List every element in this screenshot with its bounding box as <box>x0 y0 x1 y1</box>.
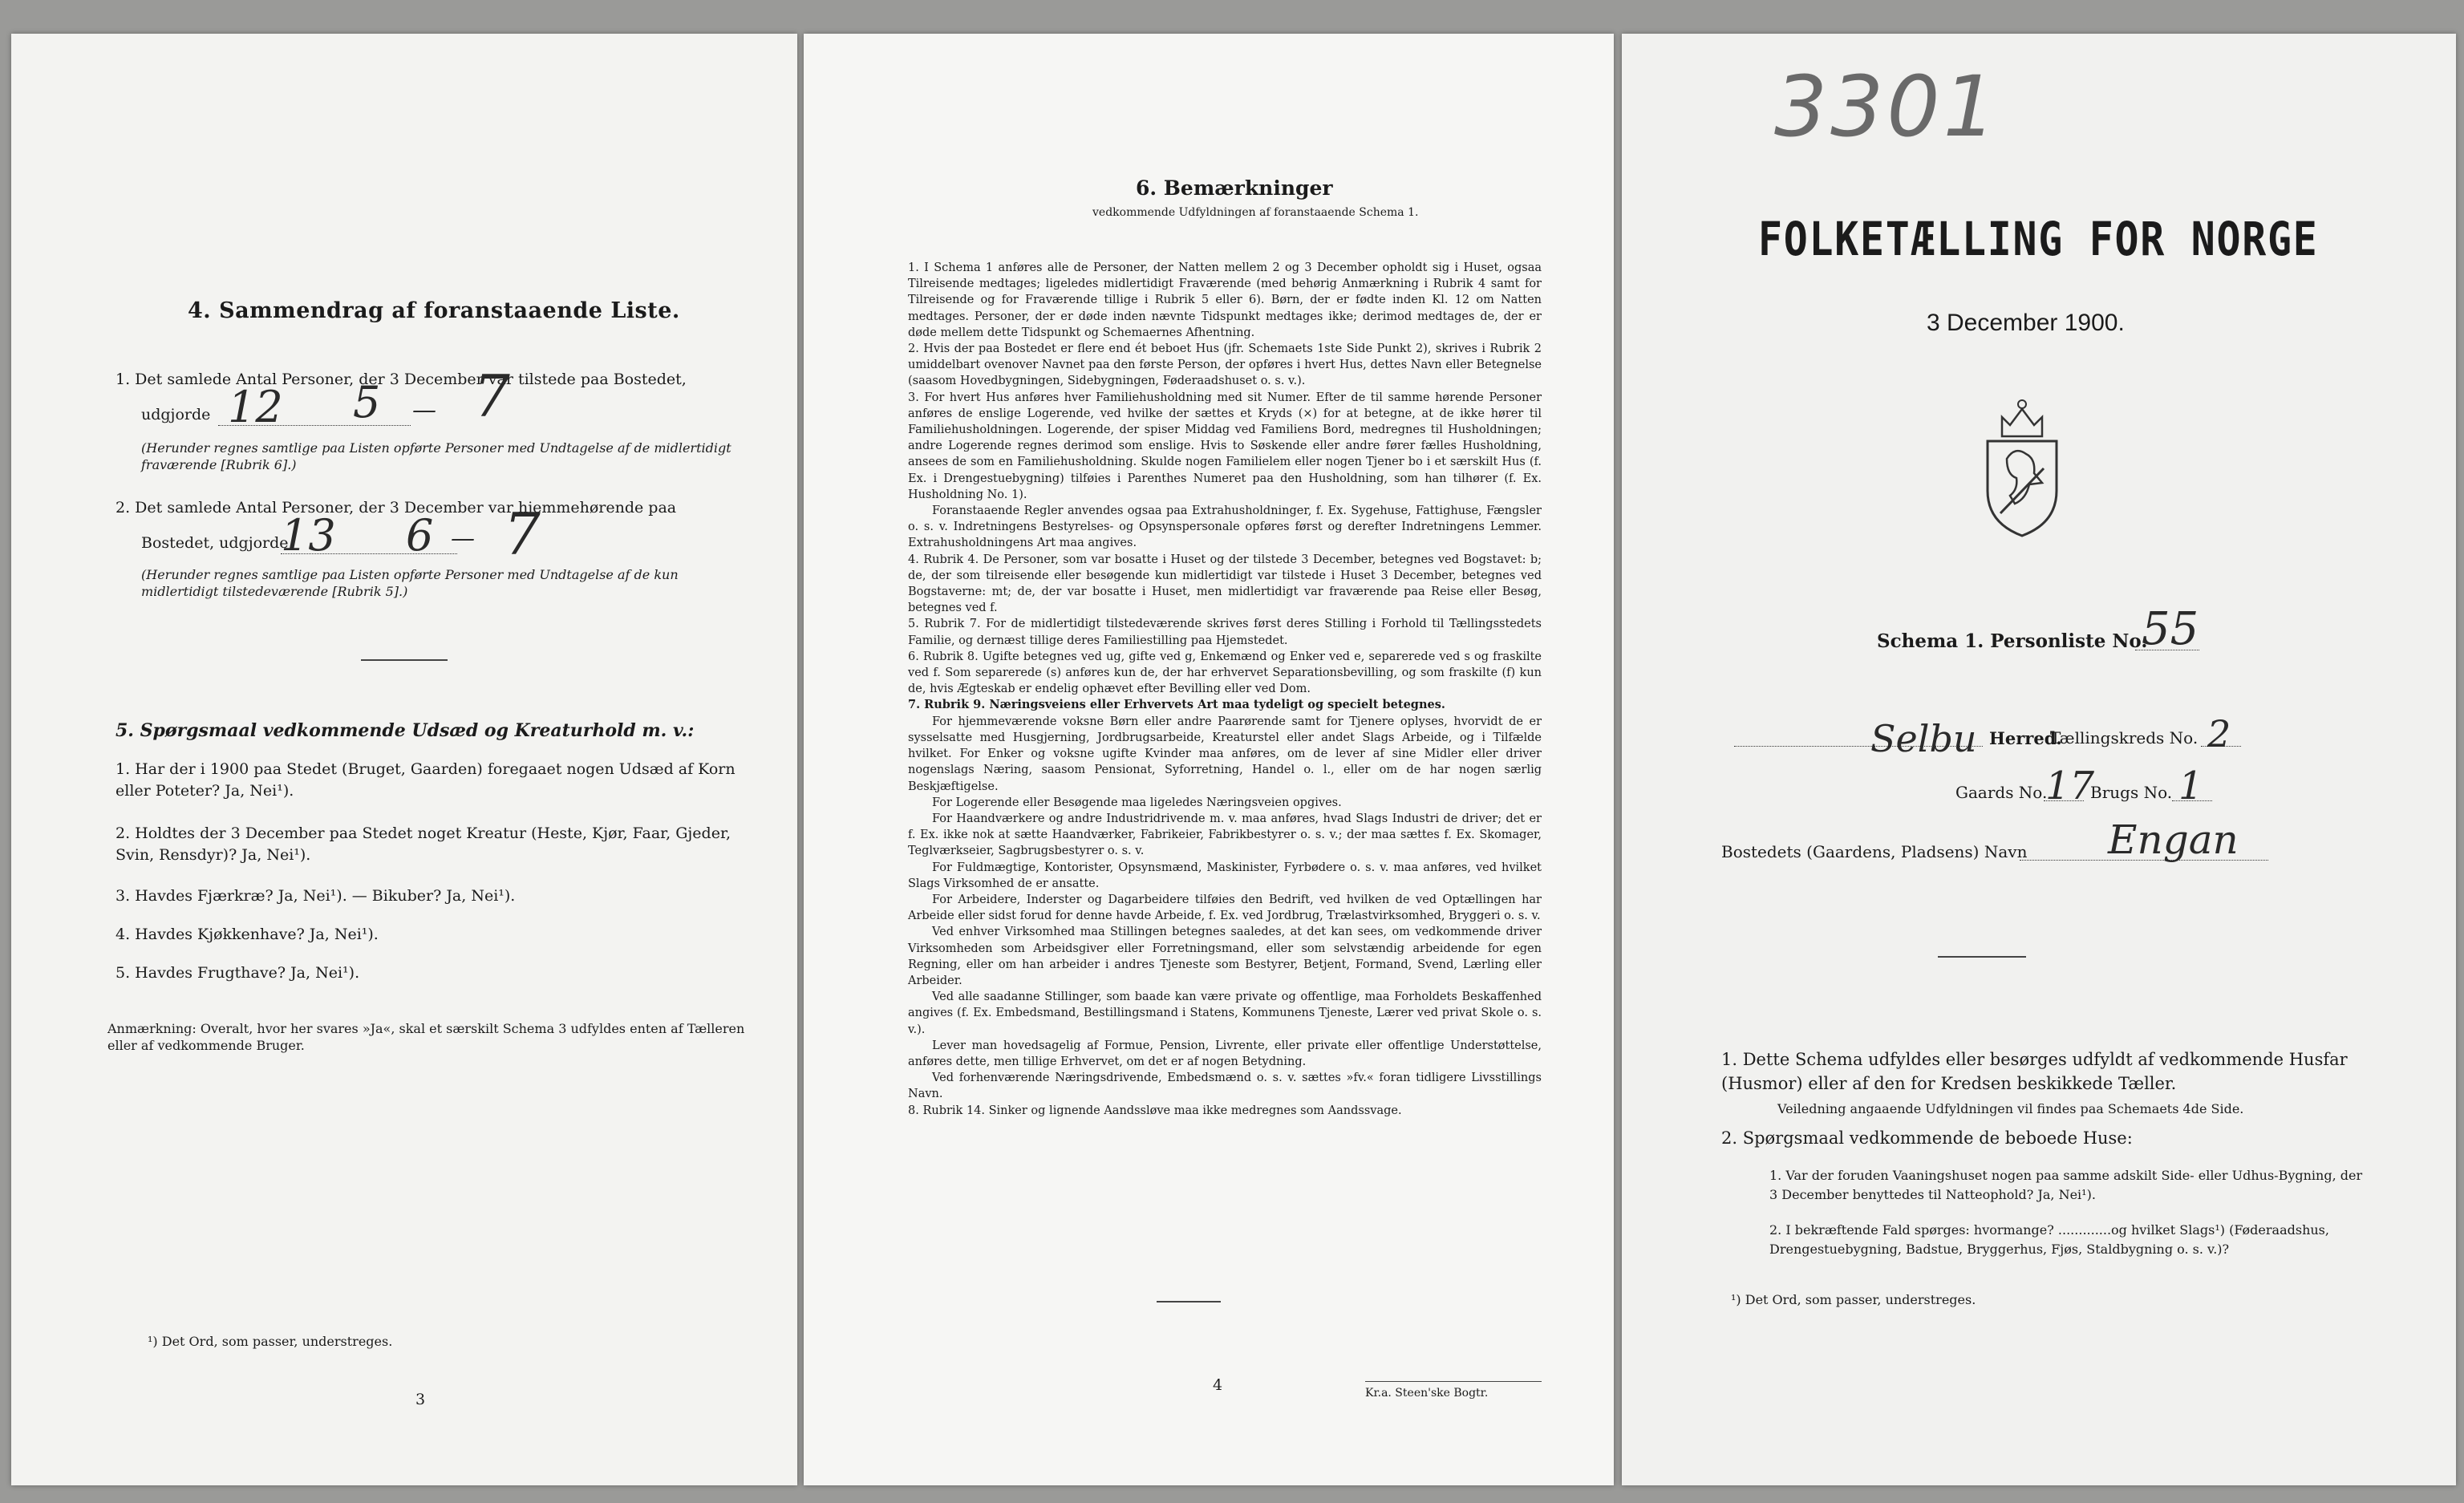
census-date: 3 December 1900. <box>1927 310 2125 336</box>
herred-label: Herred. <box>1989 728 2062 748</box>
remark-item: Foranstaaende Regler anvendes ogsaa paa Extrahusholdninger, f. Ex. Sygehuse, Fattighuse, Fængsler o. s. v. Indretningens Bestyrelses- og Opsynspersonale opføres først og derefter Indretningens Lemmer. Extrahusholdningens Art maa angives. <box>908 504 1542 550</box>
remark-item: For Arbeidere, Inderster og Dagarbeidere tilføies den Bedrift, ved hvilken de ved Optællingen har Arbeide eller sidst forud for denne havde Arbeide, f. Ex. ved Jordbrug, Trælastvirksomhed, Bryggeri o. s. v. <box>908 893 1542 923</box>
page-middle <box>804 34 1614 1485</box>
remark-item: For Logerende eller Besøgende maa ligeledes Næringsveien opgives. <box>932 796 1342 809</box>
divider <box>1157 1301 1221 1302</box>
q2-hand-b: 7 <box>504 500 541 568</box>
brugs-no-hand: 1 <box>2178 764 2203 808</box>
kreds-label: Tællingskreds No. <box>2050 728 2199 747</box>
instruction-2-q2: 2. I bekræftende Fald spørges: hvormange? .............og hvilket Slags¹) (Føderaadshus, Drengestuebygning, Badstue, Bryggerhus, Fjøs, Staldbygning o. s. v.)? <box>1769 1222 2329 1257</box>
page-number: 4 <box>1213 1376 1223 1394</box>
s5-q3: 3. Havdes Fjærkræ? Ja, Nei¹). — Bikuber? Ja, Nei¹). <box>116 887 516 905</box>
q1-hand-dash: — <box>412 396 436 424</box>
anmaerkning: Anmærkning: Overalt, hvor her svares »Ja«, skal et særskilt Schema 3 udfyldes enten af Tælleren eller af vedkommende Bruger. <box>107 1021 745 1053</box>
q2-note: (Herunder regnes samtlige paa Listen opførte Personer med Undtagelse af de kun midlertidigt tilstedeværende [Rubrik 5].) <box>141 567 679 599</box>
printer-rule <box>1365 1381 1542 1382</box>
gaards-label: Gaards No. <box>1955 783 2048 802</box>
section5-title: 5. Spørgsmaal vedkommende Udsæd og Kreaturhold m. v.: <box>116 720 695 741</box>
remark-item: For hjemmeværende voksne Børn eller andre Paarørende samt for Tjenere oplyses, hvorvidt de er sysselsatte med Husgjerning, Jordbrugsarbeide, Kreaturstel eller andet Slags Arbeide, og i Tilfælde hvilket. For Enker og voksne ugifte Kvinder maa anføres, om de lever af sine Midler eller driver nogenslags Næring, saasom Pensionat, Syforretning, Handel o. l., eller om de har nogen særlig Beskjæftigelse. <box>908 715 1542 793</box>
q2-bostedet: Bostedet, udgjorde <box>141 534 289 552</box>
s5-q2: 2. Holdtes der 3 December paa Stedet noget Kreatur (Heste, Kjør, Faar, Gjeder, Svin, Rensdyr)? Ja, Nei¹). <box>116 824 731 864</box>
coat-of-arms-icon <box>1978 395 2066 539</box>
printer-credit: Kr.a. Steen'ske Bogtr. <box>1365 1387 1489 1400</box>
section6-title: 6. Bemærkninger <box>1136 176 1333 200</box>
divider <box>1938 956 2026 958</box>
remark-item: For Haandværkere og andre Industridrivende m. v. maa anføres, hvad Slags Industri de driver; det er f. Ex. ikke nok at sætte Haandværker, Fabrikeier, Fabrikbestyrer o. s. v.; der maa sættes f. Ex. Skomager, Teglværkseier, Sagbrugsbestyrer o. s. v. <box>908 812 1542 858</box>
q1-line: 1. Det samlede Antal Personer, der 3 December var tilstede paa Bostedet, <box>116 371 687 388</box>
form-title: FOLKETÆLLING FOR NORGE <box>1758 212 2319 266</box>
instruction-1-note: Veiledning angaaende Udfyldningen vil findes paa Schemaets 4de Side. <box>1777 1101 2244 1116</box>
s5-q1: 1. Har der i 1900 paa Stedet (Bruget, Gaarden) foregaaet nogen Udsæd af Korn eller Poteter? Ja, Nei¹). <box>116 760 736 800</box>
q1-note: (Herunder regnes samtlige paa Listen opførte Personer med Undtagelse af de midlertidigt fraværende [Rubrik 6].) <box>141 440 732 472</box>
remark-item: Ved forhenværende Næringsdrivende, Embedsmænd o. s. v. sættes »fv.« foran tidligere Livsstillings Navn. <box>908 1072 1542 1101</box>
schema-label: Schema 1. Personliste No. <box>1877 630 2148 652</box>
q1-hand-a: 5 <box>353 377 381 427</box>
instruction-2: 2. Spørgsmaal vedkommende de beboede Huse: <box>1721 1128 2133 1148</box>
remark-item: 7. Rubrik 9. Næringsveiens eller Erhvervets Art maa tydeligt og specielt betegnes. <box>908 698 1445 712</box>
q2-hand-dash: — <box>451 525 475 553</box>
remark-item: 3. For hvert Hus anføres hver Familiehusholdning med sit Numer. Efter de til samme hørende Personer anføres de enslige Logerende, ved hvilke der sættes et Kryds (×) for at betegne, at de ikke hører til Familiehusholdningen. Logerende, der spiser Middag ved Familiens Bord, medregnes til Husholdningen; andre Logerende regnes derimod som enslige. Hvis to Søskende eller andre fører fælles Husholdning, ansees de som en Familiehusholdning. Skulde nogen Familielem eller nogen Tjener bo i et særskilt Hus (f. Ex. i Drengestuebygning) tilføies i Parenthes Numeret paa den Husholdning, som han tilhører (f. Ex. Husholdning No. 1). <box>908 391 1542 501</box>
kreds-no-hand: 2 <box>2207 712 2231 756</box>
footnote: ¹) Det Ord, som passer, understreges. <box>1731 1292 1976 1307</box>
page-number: 3 <box>415 1391 426 1408</box>
instruction-2-q1: 1. Var der foruden Vaaningshuset nogen paa samme adskilt Side- eller Udhus-Bygning, der 3 December benyttedes til Natteophold? Ja, Nei¹). <box>1769 1168 2363 1202</box>
personliste-no-hand: 55 <box>2142 603 2199 655</box>
q1-hand-total: 12 <box>228 382 283 432</box>
remark-item: 8. Rubrik 14. Sinker og lignende Aandssløve maa ikke medregnes som Aandssvage. <box>908 1104 1402 1117</box>
remark-item: 5. Rubrik 7. For de midlertidigt tilstedeværende skrives først deres Stilling i Forhold til Tællingsstedets Familie, og dernæst tillige deres Familiestilling paa Hjemstedet. <box>908 618 1542 647</box>
section4-title: 4. Sammendrag af foranstaaende Liste. <box>188 298 680 323</box>
remarks-list <box>908 260 1542 1119</box>
remark-item: 1. I Schema 1 anføres alle de Personer, der Natten mellem 2 og 3 December opholdt sig i Huset, ogsaa Tilreisende medtages; ligeledes midlertidigt Fraværende (med behørig Anmærkning i Rubrik 4 samt for Tilreisende og for Fraværende tillige i Rubrik 5 eller 6). Børn, der er fødte inden Kl. 12 om Natten medtages. Personer, der er døde inden nævnte Tidspunkt medtages ikke; derimod medtages de, der er døde mellem dette Tidspunkt og Schemaernes Afhentning. <box>908 261 1542 339</box>
remark-item: 4. Rubrik 4. De Personer, som var bosatte i Huset og der tilstede 3 December, betegnes ved Bogstavet: b; de, der som tilreisende eller besøgende kun midlertidigt var tilstede i Huset 3 December, betegnes ved Bogstaverne: mt; de, der var bosatte i Huset, men midlertidigt var fraværende paa Reise eller Besøg, betegnes ved f. <box>908 553 1542 615</box>
q2-hand-total: 13 <box>281 510 336 561</box>
q1-hand-b: 7 <box>473 363 510 430</box>
remark-item: For Fuldmægtige, Kontorister, Opsynsmænd, Maskinister, Fyrbødere o. s. v. maa anføres, ved hvilket Slags Virksomhed de er ansatte. <box>908 861 1542 890</box>
q2-line: 2. Det samlede Antal Personer, der 3 December var hjemmehørende paa <box>116 499 677 517</box>
remark-item: 2. Hvis der paa Bostedet er flere end ét beboet Hus (jfr. Schemaets 1ste Side Punkt 2), skrives i Rubrik 2 umiddelbart ovenover Navnet paa den første Person, der opføres i hvert Hus, dettes Navn eller Betegnelse (saasom Hovedbygningen, Sidebygningen, Føderaadshuset o. s. v.). <box>908 342 1542 388</box>
footnote: ¹) Det Ord, som passer, understreges. <box>148 1334 393 1349</box>
page-left <box>11 34 797 1485</box>
s5-q4: 4. Havdes Kjøkkenhave? Ja, Nei¹). <box>116 926 379 943</box>
bosted-hand: Engan <box>2108 816 2239 863</box>
section6-subtitle: vedkommende Udfyldningen af foranstaaende Schema 1. <box>1092 206 1419 219</box>
brugs-label: Brugs No. <box>2090 783 2173 802</box>
remark-item: Ved enhver Virksomhed maa Stillingen betegnes saaledes, at det kan sees, om vedkommende driver Virksomheden som Arbeidsgiver eller Forretningsmand, eller som selvstændig arbeidende for egen Regning, eller om han arbeider i andres Tjeneste som Bestyrer, Betjent, Formand, Svend, Lærling eller Arbeider. <box>908 926 1542 987</box>
gaards-no-hand: 17 <box>2045 764 2095 808</box>
instruction-1: 1. Dette Schema udfyldes eller besørges udfyldt af vedkommende Husfar (Husmor) eller af den for Kredsen beskikkede Tæller. <box>1721 1050 2348 1093</box>
herred-hand: Selbu <box>1870 717 1977 760</box>
s5-q5: 5. Havdes Frugthave? Ja, Nei¹). <box>116 964 360 982</box>
archive-hand-number: 3301 <box>1774 58 2000 156</box>
remark-item: Ved alle saadanne Stillinger, som baade kan være private og offentlige, maa Forholdets Beskaffenhed angives (f. Ex. Embedsmand, Bestillingsmand i Statens, Kommunens Tjeneste, Lærer ved privat Skole o. s. v.). <box>908 991 1542 1036</box>
page-right <box>1622 34 2456 1485</box>
remark-item: Lever man hovedsagelig af Formue, Pension, Livrente, eller private eller offentlige Understøttelse, anføres dette, men tillige Erhvervet, om det er af nogen Betydning. <box>908 1039 1542 1068</box>
q2-hand-a: 6 <box>406 510 434 561</box>
divider <box>361 659 448 661</box>
q1-udgjorde: udgjorde <box>141 406 211 423</box>
remark-item: 6. Rubrik 8. Ugifte betegnes ved ug, gifte ved g, Enkemænd og Enker ved e, separerede ved s og fraskilte ved f. Som separerede (s) anføres kun de, der har erhvervet Separationsbevilling, og som fraskilte (f) kun de, hvis Ægteskab er endelig ophævet efter Bevilling eller ved Dom. <box>908 650 1542 696</box>
bosted-label: Bostedets (Gaardens, Pladsens) Navn <box>1721 842 2028 861</box>
